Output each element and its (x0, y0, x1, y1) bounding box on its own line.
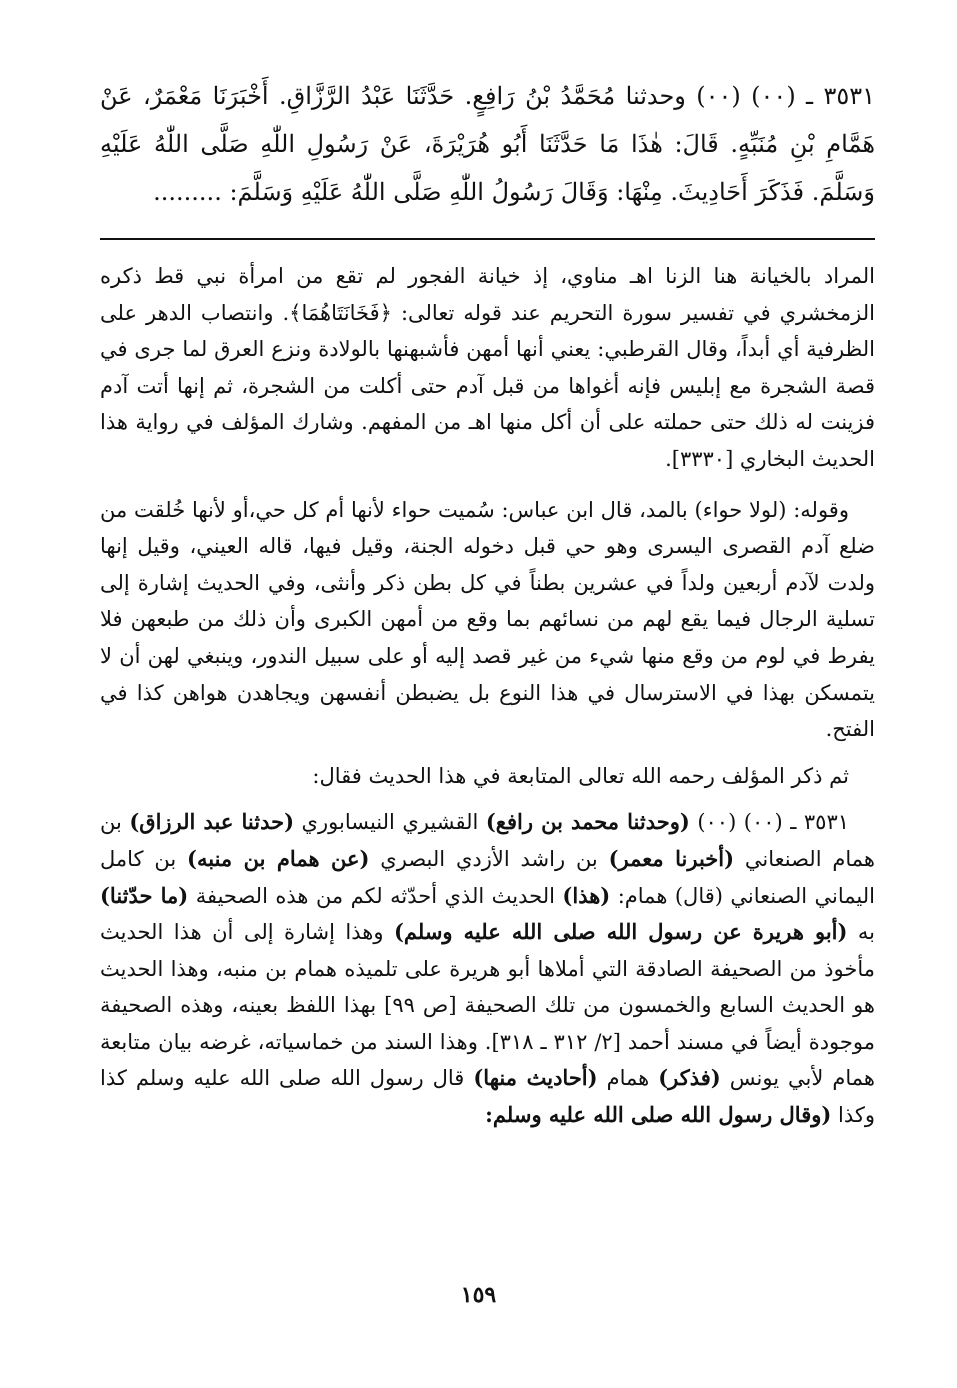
bold-segment: (أحاديث منها) (473, 1065, 598, 1091)
text-segment: بن همام الصنعاني (100, 810, 875, 871)
commentary-paragraph-1: المراد بالخيانة هنا الزنا اهـ مناوي، إذ خيانة الفجور لم تقع من امرأة نبي قط ذكره الزمخشري في تفسير سورة التحريم عند قوله تعالى: ﴿فَخَانَتَاهُمَا﴾. وانتصاب الدهر على الظرفية أي أبداً، وقال القرطبي: يعني أنها أمهن فأشبهنها بالولادة ونزع العرق لما جرى في قصة الشجرة مع إبليس فإنه أغواها من قبل آدم حتى أكلت من الشجرة، ثم إنها أتت آدم فزينت له ذلك حتى حملته على أن أكل منها اهـ من المفهم. وشارك المؤلف في رواية هذا الحديث البخاري [٣٣٣٠]. (100, 264, 875, 471)
text-segment: الحديث الذي أحدّثه لكم من هذه الصحيفة (188, 883, 563, 908)
text-segment: به (847, 920, 876, 945)
commentary-paragraph-2: وقوله: (لولا حواء) بالمد، قال ابن عباس: سُميت حواء لأنها أم كل حي،أو لأنها خُلقت من ضلع آدم القصرى اليسرى وهو حي قبل دخوله الجنة، وقيل فيها، قاله العيني، وقيل إنها ولدت لآدم أربعين ولداً في عشرين بطناً في كل بطن ذكر وأنثى، وفي الحديث إشارة إلى تسلية الرجال فيما يقع لهم من نسائهم بما وقع من أمهن الكبرى وأن ذلك من طبعهن فلا يفرط في لوم من وقع منها شيء من غير قصد إليه أو على سبيل الندور، وينبغي لهن أن لا يتمسكن بهذا في الاسترسال في هذا النوع بل يضبطن أنفسهن ويجاهدن هواهن كذا في الفتح. (100, 497, 875, 742)
bold-segment: (ما حدّثنا) (100, 882, 189, 908)
text-segment: القشيري النيسابوري (294, 810, 486, 835)
text-segment: بن راشد الأزدي البصري (369, 846, 609, 871)
footnote-divider (100, 238, 875, 240)
text-segment: قال رسول الله صلى الله عليه وسلم كذا وكذا (100, 1066, 875, 1128)
text-segment: بن كامل اليماني الصنعاني (قال) همام: (100, 846, 875, 908)
text-segment: همام (597, 1066, 659, 1091)
page-content (100, 72, 875, 1134)
commentary-paragraph-4 (100, 804, 875, 1133)
bold-segment: (حدثنا عبد الرزاق) (129, 809, 295, 835)
hadith-text: ٣٥٣١ ـ (٠٠) (٠٠) وحدثنا مُحَمَّدُ بْنُ رَافِعٍ. حَدَّثَنَا عَبْدُ الرَّزَّاقِ. أَخْبَرَنَا مَعْمَرٌ، عَنْ هَمَّامِ بْنِ مُنَبِّهٍ. قَالَ: هٰذَا مَا حَدَّثَنَا أَبُو هُرَيْرَةَ، عَنْ رَسُولِ اللّٰهِ صَلَّى اللّٰهُ عَلَيْهِ وَسَلَّمَ. فَذَكَرَ أَحَادِيثَ. مِنْهَا: وَقَالَ رَسُولُ اللّٰهِ صَلَّى اللّٰهُ عَلَيْهِ وَسَلَّمَ: ......... (100, 82, 876, 206)
bold-segment: (أبو هريرة عن رسول الله صلى الله عليه وسلم) (393, 919, 848, 945)
bold-segment: (وحدثنا محمد بن رافع) (485, 809, 690, 835)
bold-segment: (وقال رسول الله صلى الله عليه وسلم: (485, 1102, 832, 1128)
bold-segment: (عن همام بن منبه) (187, 845, 370, 871)
bold-segment: (هذا) (562, 882, 611, 908)
page-number: ١٥٩ (460, 1282, 497, 1308)
hadith-text-block (100, 72, 875, 216)
bold-segment: (فذكر) (658, 1065, 721, 1091)
commentary-paragraph-3: ثم ذكر المؤلف رحمه الله تعالى المتابعة في هذا الحديث فقال: (312, 763, 849, 788)
hadith-number: ٣٥٣١ ـ (٠٠) (٠٠) (689, 810, 850, 835)
text-segment: وهذا إشارة إلى أن هذا الحديث مأخوذ من الصحيفة الصادقة التي أملاها أبو هريرة على تلميذه همام بن منبه، وهذا الحديث هو الحديث السابع والخمسون من تلك الصحيفة [ص ٩٩] بهذا اللفظ بعينه، وهذه الصحيفة موجودة أيضاً في مسند أحمد [٢/ ٣١٢ ـ ٣١٨]. وهذا السند من خماسياته، غرضه بيان متابعة همام لأبي يونس (100, 920, 876, 1091)
bold-segment: (أخبرنا معمر) (608, 845, 735, 871)
